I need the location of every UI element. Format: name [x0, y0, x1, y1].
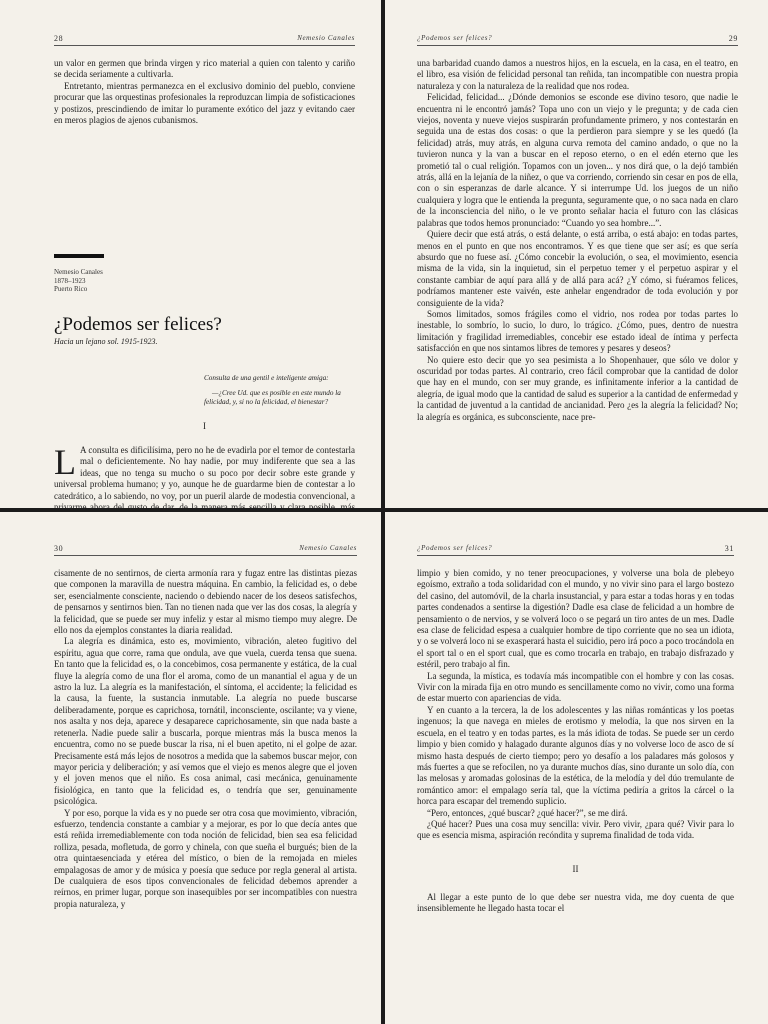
running-header [54, 34, 355, 46]
paragraph: Entretanto, mientras permanezca en el exclusivo dominio del pueblo, conviene procurar que las orquestinas profesionales la reproduzcan limpia de sofisticaciones y postizos, prescindiendo de imitar lo puramente exótico del jazz y evitando caer en meros plagios de ajenos cubanismos. [54, 80, 355, 126]
paragraph: Al llegar a este punto de lo que debe ser nuestra vida, me doy cuenta de que insensiblemente he llegado hasta tocar el [417, 891, 734, 914]
running-header [417, 544, 734, 556]
running-header-title: ¿Podemos ser felices? [417, 34, 493, 42]
page-29 [385, 0, 768, 508]
paragraph: Y en cuanto a la tercera, la de los adolescentes y las niñas románticas y los poetas ingenuos; la que navega en mieles de erotismo y melodía, la que nos sirven en la escuela, en el teatro y en todas partes, es la más idiota de todas. Se puede ser un cerdo limpio y bien comido y halagado durante algunos días y no volverse loco de asco de sí mismo hasta después de cierto tiempo; pero yo desafío a los paladares más golosos y más fuertes a que se refocilen, no ya durante muchos días, sino durante un solo día, con las melosas y aromadas golosinas de la estética, de la melodía y del dúo tremulante de romántico amor: el empalago sería tal, que la víctima pediría a gritos la cárcel o la horca para escapar del tremendo suplicio. [417, 704, 734, 807]
page-number: 28 [54, 34, 64, 43]
section-number: II [572, 863, 579, 874]
running-header [417, 34, 738, 46]
paragraph: limpio y bien comido, y no tener preocupaciones, y volverse una bola de plebeyo egoísmo, extraño a toda solidaridad con el mundo, y no vivir sino para el largo bostezo del casino, del automóvil, de la charla insustancial, y para estar a todas horas y en todas partes condenados a sentirse la digestión? Dadle esa clase de felicidad a un hombre de pensamiento o de nervios, y se volverá loco o se pegará un tiro antes de un mes. Dadle esa clase de felicidad espesa a cualquier hombre de tipo corriente que no sea un idiota, y o se volverá loco ni se exasperará hasta el suicidio, pero irá poco a poco trocándola en el sport tal o en el sport cual, que es como trocarla en trabajo, en trabajo disfrazado y estéril, pero trabajo al fin. [417, 568, 734, 670]
drop-cap: L [54, 441, 76, 482]
section-number: I [203, 420, 206, 431]
running-header-title: ¿Podemos ser felices? [417, 544, 493, 552]
essay-subtitle: Hacia un lejano sol. 1915-1923. [54, 336, 158, 346]
epigraph-intro: Consulta de una gentil e inteligente amiga: [204, 373, 329, 382]
paragraph: Felicidad, felicidad... ¿Dónde demonios se esconde ese divino tesoro, que nadie le encuentra ni le encontró jamás? Topa uno con un viejo y le pregunta; y de cada cien viejos, noventa y nueve viejos suspirarán profundamente primero, y nos contestarán en seguida una de estas dos cosas: o que la perdieron para siempre y se les quedó (la felicidad) atrás, muy atrás, en alguna curva remota del camino andado, o que no la tuvieron nunca y la van a buscar en el reposo eterno, o en el edén eterno que les prometió tal o cual religión. Topamos con un joven... y nos dirá que, o la dejó también atrás, allá en la lejanía de la niñez, o que va corriendo, corriendo sin cesar en pos de ella, con o sin esperanzas de darle alcance. Y si interrumpe Ud. los juegos de un niño cualquiera y logra que le entienda la pregunta, seguramente que, o no saca nada en claro de la inconsciencia del niño, o le ve pronto señalar hacia el futuro con las clásicas palabras que todos hemos pronunciado: “Cuando yo sea hombre...”. [417, 92, 738, 228]
running-header [54, 544, 357, 556]
section-rule [54, 254, 104, 258]
paragraph: un valor en germen que brinda virgen y rico material a quien con talento y cariño se decida seriamente a cultivarla. [54, 58, 355, 80]
page-31 [385, 512, 768, 1024]
running-header-author: Nemesio Canales [297, 34, 355, 42]
paragraph: una barbaridad cuando damos a nuestros hijos, en la escuela, en la casa, en el teatro, en el libro, esa visión de felicidad personal tan reñida, tan incompatible con nuestra propia naturaleza y con la naturaleza de la realidad que nos rodea. [417, 58, 738, 91]
paragraph: Quiere decir que está atrás, o está delante, o está arriba, o está abajo: en todas partes, menos en el punto en que nos encontramos. Y es que tiene que ser así; es que sería absurdo que no fuese así. ¿Cómo concebir la evolución, o sea, el movimiento, esencia misma de la vida, sin la inquietud, sin el perpetuo temer y el perpetuo aspirar y el constante cambiar de aquí para allá y de allá para acá? ¿Y cómo, si fuéramos felices, podríamos mantener este vaivén, este anhelar engendrador de toda evolución y por consiguiente de la vida? [417, 229, 738, 308]
paragraph: cisamente de no sentirnos, de cierta armonía rara y fugaz entre las distintas piezas que componen la maravilla de nuestra máquina. En cambio, la felicidad es, o debe ser, esencialmente consciente, naciendo o debiendo nacer de los deseos satisfechos, de pensarnos y sentirnos bien. Tan no tienen nada que ver las dos cosas, la alegría y la felicidad, que se puede ser muy infeliz y estar al mismo tiempo muy alegre. De ello nos da ejemplos constantes la diaria realidad. [54, 568, 357, 636]
page-28 [0, 0, 381, 512]
running-header-author: Nemesio Canales [299, 544, 357, 552]
epigraph-quote: —¿Cree Ud. que es posible en este mundo la felicidad, y, si no la felicidad, el bienestar? [204, 388, 341, 406]
author-name: Nemesio Canales [54, 268, 103, 277]
paragraph: La segunda, la mística, es todavía más incompatible con el hombre y con las cosas. Vivir con la mirada fija en otro mundo es sencillamente como no vivir, como una forma de estar muerto con apariencias de vida. [417, 670, 734, 704]
paragraph-text: A consulta es dificilísima, pero no he de evadirla por el temor de contestarla mal o deficientemente. No hay nadie, por muy indiferente que sea a las ideas, que no tenga su mucho o su poco por decir sobre este grande y universal problema humano; y yo, aunque he de guardarme bien de contestar a lo catedrático, a lo sabiendo, no voy, por un pueril alarde de modestia convencional, a privarme ahora del gusto de dar, de la manera más sencilla y clara posible, más [54, 444, 355, 512]
page-number: 31 [724, 544, 734, 553]
page-number: 29 [728, 34, 738, 43]
author-years: 1878–1923 [54, 276, 86, 285]
essay-title: ¿Podemos ser felices? [54, 313, 222, 335]
page-number: 30 [54, 544, 64, 553]
page-30 [0, 512, 381, 1024]
epigraph [204, 374, 351, 407]
paragraph: Y por eso, porque la vida es y no puede ser otra cosa que movimiento, vibración, esfuerzo, tendencia constante a cambiar y a mejorar, es por lo que decía antes que está reñida irremediablemente con toda noción de felicidad, bien sea esa felicidad rolliza, pesada, mofletuda, de gorro y chinela, con que sueña el burgués; bien de la otra quintaesenciada y etérea del místico, o bien de la remojada en mieles empalagosas de amor y de música y poesía que seduce por regla general al artista. De cualquiera de esos tipos convencionales de felicidad debemos aprender a reírnos, en primer lugar, porque son inasequibles por ser incompatibles con nuestra propia naturaleza, y [54, 807, 357, 909]
paragraph: ¿Qué hacer? Pues una cosa muy sencilla: vivir. Pero vivir, ¿para qué? Vivir para lo que es esencia misma, aspiración recóndita y suprema finalidad de toda vida. [417, 818, 734, 841]
paragraph: “Pero, entonces, ¿qué buscar? ¿qué hacer?”, se me dirá. [427, 807, 628, 818]
author-place: Puerto Rico [54, 285, 88, 294]
paragraph: No quiere esto decir que yo sea pesimista a lo Shopenhauer, que sólo ve dolor y oscuridad por todas partes. Al contrario, creo fácil comprobar que la cantidad de dolor que hay en el mundo, con ser muy grande, es infinitamente inferior a la cantidad de alegría, de igual modo que la cantidad de salud es superior a la cantidad de enfermedad y la cantidad de juventud a la cantidad de ancianidad. Pero ¿es la alegría la felicidad? No; la alegría es orgánica, es subconsciente, nace pre- [417, 354, 738, 422]
paragraph: Somos limitados, somos frágiles como el vidrio, nos rodea por todas partes lo inestable, lo sombrío, lo sucio, lo duro, lo trágico. ¿Cómo, pues, dentro de nuestra limitación y fragilidad irremediables, concebir ese estado ideal de íntima y perfecta satisfacción en que nos sintamos libres de temores y pesares y deseos? [417, 308, 738, 354]
paragraph: La alegría es dinámica, esto es, movimiento, vibración, aleteo fugitivo del espíritu, agua que corre, rama que ondula, ave que vuela, cuerda tensa que suena. En tanto que la felicidad es, o la concebimos, cosa permanente y estática, de la cual fluye la alegría como de una flor el aroma, como de un manantial el agua y de un astro la luz. La alegría es la manifestación, el síntoma, el accidente; la felicidad es la causa, la fuente, la sustancia inmutable. La alegría no puede buscarse deliberadamente, porque es caprichosa, tornátil, inconsciente, oscilante; va y viene, nos asalta y nos deja, aparece y desaparece caprichosamente, sin que nada baste a retenerla. Nadie puede salir a buscarla, porque mientras más la busca menos la encuentra, como no se puede buscar la risa, ni el buen apetito, ni el golpe de azar. Precisamente está más lejos de nosotros a medida que la sabemos buscar mejor, con mayor pericia y deliberación; y así vemos que el viejo es menos alegre que el joven y el joven menos que el niño. Es cosa animal, casi mecánica, genuinamente fisiológica, en tanto que la felicidad es, o tendría que ser, genuinamente psicológica. [54, 636, 357, 807]
